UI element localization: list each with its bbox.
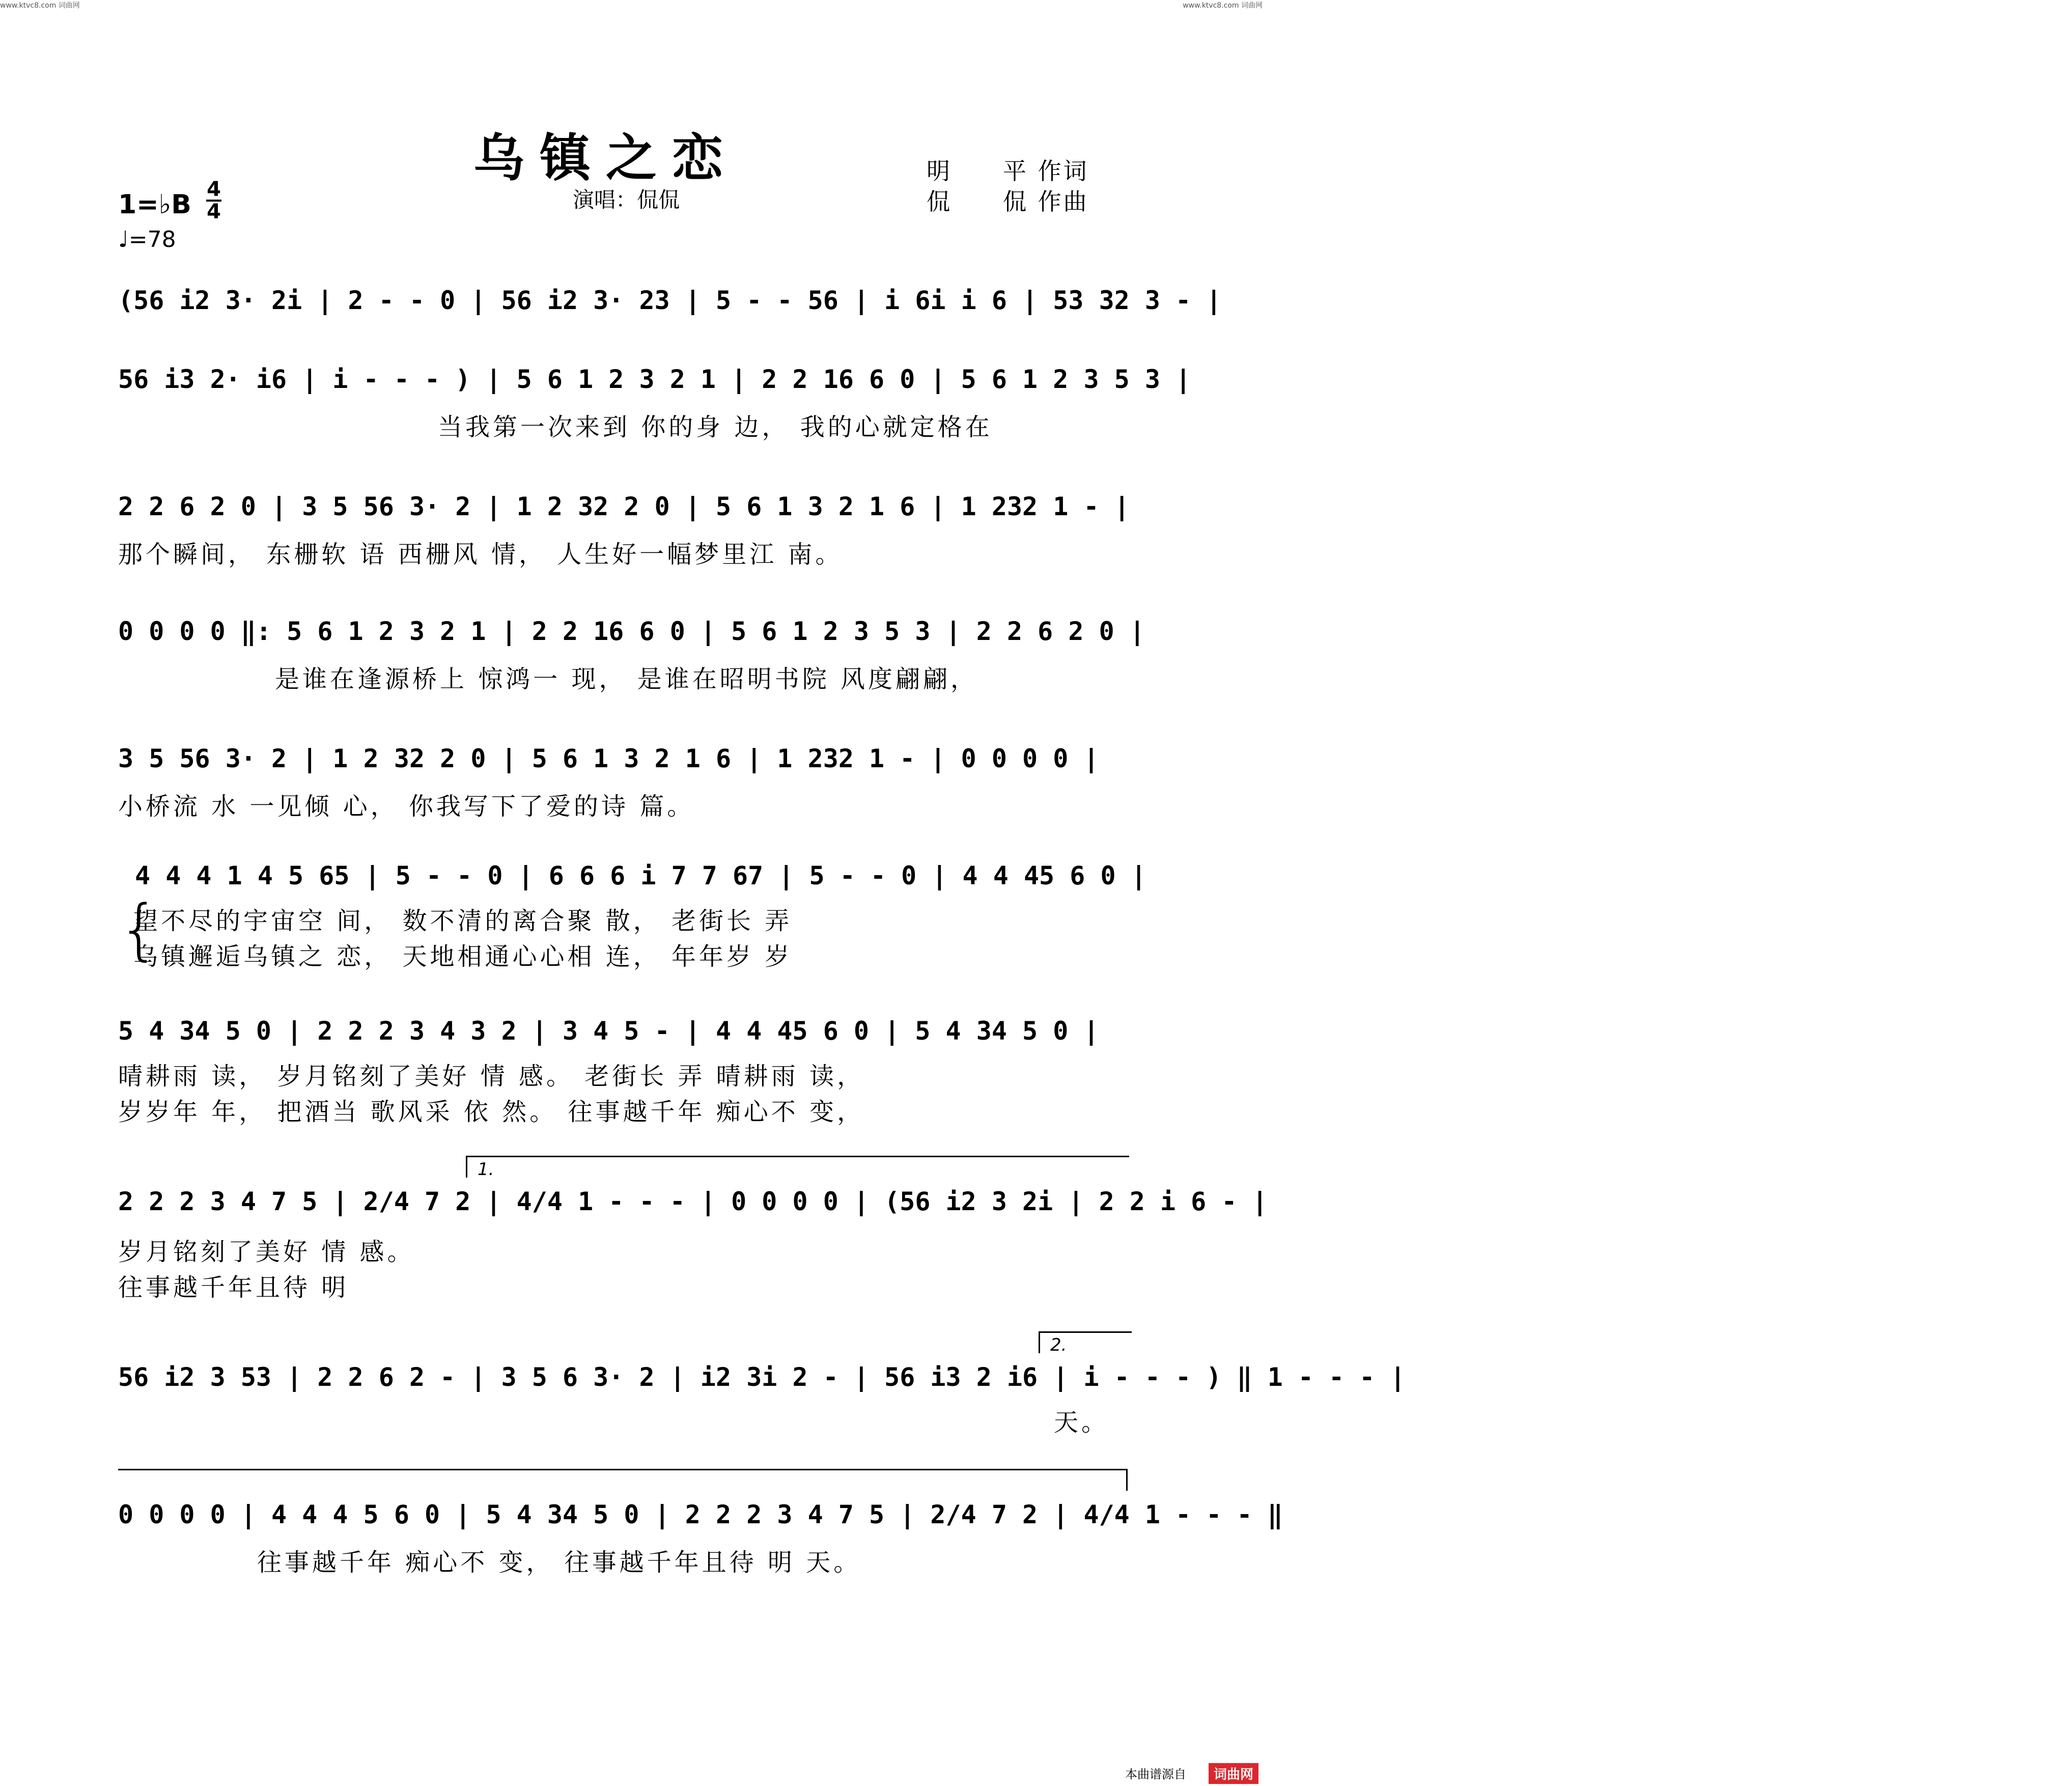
score-line-2-lyric: 当我第一次来到 你的身 边， 我的心就定格在 — [438, 413, 993, 441]
score-line-2-notes: 56 i3 2· i6 | i - - - ) | 5 6 1 2 3 2 1 | 2 2 16 6 0 | 5 6 1 2 3 5 3 | — [118, 365, 1191, 394]
footer-source-text: 本曲谱源自 — [1125, 1767, 1186, 1781]
score-line-4-lyric: 是谁在逢源桥上 惊鸿一 现， 是谁在昭明书院 风度翩翩， — [275, 665, 978, 693]
score-line-6-lyric-verse-1: 望不尽的宇宙空 间， 数不清的离合聚 散， 老街长 弄 — [133, 907, 793, 935]
score-line-3-notes: 2 2 6 2 0 | 3 5 56 3· 2 | 1 2 32 2 0 | 5 6 1 3 2 1 6 | 1 232 1 - | — [118, 492, 1130, 521]
singer-credit: 演唱：侃侃 — [573, 187, 680, 212]
score-line-6-lyric-verse-2: 乌镇邂逅乌镇之 恋， 天地相通心心相 连， 年年岁 岁 — [133, 942, 793, 971]
verse-brace: { — [118, 890, 160, 968]
first-ending-label: 1. — [478, 1159, 494, 1180]
watermark-top-left: www.ktvc8.com 词曲网 — [0, 2, 80, 10]
score-line-9-lyric: 天。 — [1054, 1408, 1109, 1437]
second-ending-continuation-bracket — [118, 1469, 1128, 1491]
time-signature-top: 4 — [207, 178, 221, 201]
score-line-7-lyric-verse-1: 晴耕雨 读， 岁月铭刻了美好 情 感。 老街长 弄 晴耕雨 读， — [118, 1062, 865, 1091]
score-line-5-lyric: 小桥流 水 一见倾 心， 你我写下了爱的诗 篇。 — [118, 792, 695, 821]
lyricist-credit: 明 平 作词 — [927, 157, 1089, 185]
score-line-6-notes: 4 4 4 1 4 5 65 | 5 - - 0 | 6 6 6 i 7 7 67 | 5 - - 0 | 4 4 45 6 0 | — [135, 861, 1146, 890]
first-ending-bracket — [466, 1156, 1129, 1178]
footer-logo: 词曲网 — [1209, 1763, 1258, 1784]
time-signature — [206, 179, 221, 222]
score-line-7-lyric-verse-2: 岁岁年 年， 把酒当 歌风采 依 然。 往事越千年 痴心不 变， — [118, 1098, 865, 1126]
score-line-10-lyric: 往事越千年 痴心不 变， 往事越千年且待 明 天。 — [257, 1548, 861, 1577]
score-line-8-notes: 2 2 2 3 4 7 5 | 2/4 7 2 | 4/4 1 - - - | 0 0 0 0 | (56 i2 3 2i | 2 2 i 6 - | — [118, 1187, 1268, 1216]
score-line-8-lyric-verse-1: 岁月铭刻了美好 情 感。 — [118, 1238, 415, 1266]
score-line-8-lyric-verse-2: 往事越千年且待 明 — [118, 1273, 349, 1302]
score-line-9-notes: 56 i2 3 53 | 2 2 6 2 - | 3 5 6 3· 2 | i2 3i 2 - | 56 i3 2 i6 | i - - - ) ‖ 1 - - - | — [118, 1362, 1406, 1392]
tempo-marking: ♩=78 — [118, 227, 176, 253]
score-line-10-notes: 0 0 0 0 | 4 4 4 5 6 0 | 5 4 34 5 0 | 2 2 2 3 4 7 5 | 2/4 7 2 | 4/4 1 - - - ‖ — [118, 1500, 1283, 1529]
key-signature: 1=♭B — [118, 189, 191, 220]
watermark-top-right: www.ktvc8.com 词曲网 — [1183, 2, 1263, 10]
score-line-4-notes: 0 0 0 0 ‖: 5 6 1 2 3 2 1 | 2 2 16 6 0 | 5 6 1 2 3 5 3 | 2 2 6 2 0 | — [118, 617, 1145, 646]
score-line-3-lyric: 那个瞬间， 东栅软 语 西栅风 情， 人生好一幅梦里江 南。 — [118, 540, 843, 569]
time-signature-bottom: 4 — [207, 200, 221, 224]
second-ending-bracket — [1039, 1331, 1132, 1353]
score-line-7-notes: 5 4 34 5 0 | 2 2 2 3 4 3 2 | 3 4 5 - | 4 4 45 6 0 | 5 4 34 5 0 | — [118, 1016, 1099, 1046]
song-title: 乌镇之恋 — [473, 128, 738, 188]
score-line-5-notes: 3 5 56 3· 2 | 1 2 32 2 0 | 5 6 1 3 2 1 6 | 1 232 1 - | 0 0 0 0 | — [118, 744, 1099, 773]
composer-credit: 侃 侃 作曲 — [927, 188, 1089, 215]
score-line-1-notes: (56 i2 3· 2i | 2 - - 0 | 56 i2 3· 23 | 5 - - 56 | i 6i i 6 | 53 32 3 - | — [118, 286, 1222, 315]
second-ending-label: 2. — [1050, 1335, 1067, 1355]
